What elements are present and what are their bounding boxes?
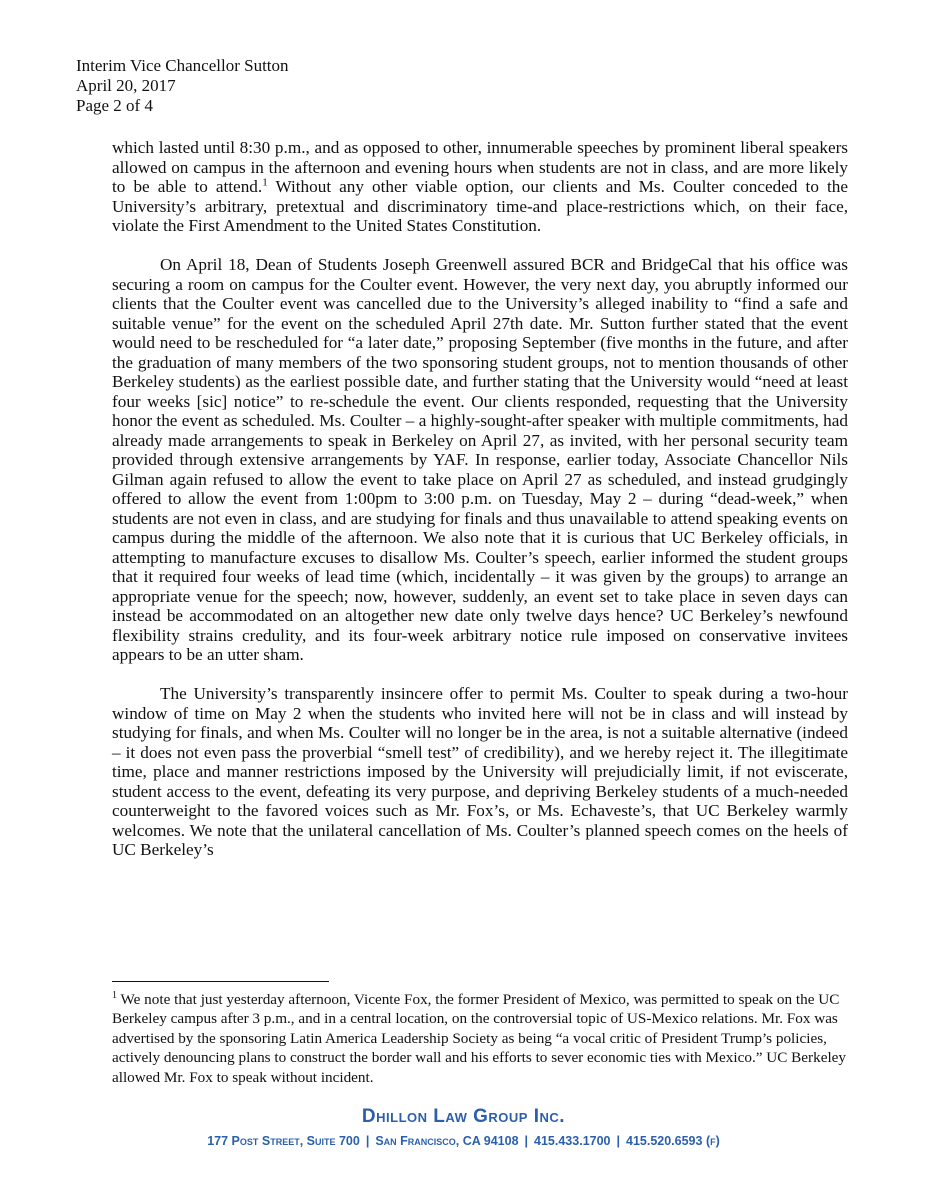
footnote-reference: 1: [262, 176, 268, 189]
date-line: April 20, 2017: [76, 76, 176, 95]
street-address: 177 Post Street, Suite 700: [207, 1134, 360, 1148]
paragraph-2: On April 18, Dean of Students Joseph Greenwell assured BCR and BridgeCal that his office was securing a room on campus for the Coulter event. However, the very next day, you abruptly informed our clients that the Coulter event was cancelled due to the University’s alleged inability to “find a safe and suitable venue” for the event on the scheduled April 27th date. Mr. Sutton further stated that the event would need to be rescheduled for “a later date,” proposing September (five months in the future, and after the graduation of many members of the two sponsoring student groups, not to mention thousands of other Berkeley students) as the earliest possible date, and further stating that the University would “need at least four weeks [sic] notice” to re-schedule the event. Our clients responded, requesting that the University honor the event as scheduled. Ms. Coulter – a highly-sought-after speaker with multiple commitments, had already made arrangements to speak in Berkeley on April 27, as invited, with her personal security team provided through extensive arrangements by YAF. In response, earlier today, Associate Chancellor Nils Gilman again refused to allow the event to take place on April 27 as scheduled, and instead grudgingly offered to allow the event from 1:00pm to 3:00 p.m. on Tuesday, May 2 – during “dead-week,” when students are not even in class, and are studying for finals and thus unavailable to attend speaking events on campus during the middle of the afternoon. We also note that it is curious that UC Berkeley officials, in attempting to manufacture excuses to disallow Ms. Coulter’s speech, earlier informed the student groups that it required four weeks of lead time (which, incidentally – it was given by the groups) to arrange an appropriate venue for the speech; now, however, suddenly, an event set to take place in seven days can instead be accommodated on an altogether new date only twelve days hence? UC Berkeley’s newfound flexibility strains credulity, and its four-week arbitrary notice rule imposed on conservative invitees appears to be an utter sham.: [112, 255, 848, 664]
letter-header: [76, 56, 289, 116]
separator: |: [524, 1134, 529, 1148]
footnote-number: 1: [112, 989, 117, 1001]
phone-number: 415.433.1700: [534, 1134, 611, 1148]
paragraph-3: The University’s transparently insincere offer to permit Ms. Coulter to speak during a two-hour window of time on May 2 when the students who invited here will not be in class and will instead by studying for finals, and when Ms. Coulter will no longer be in the area, is not a suitable alternative (indeed – it does not even pass the proverbial “smell test” of credibility), and we hereby reject it. The illegitimate time, place and manner restrictions imposed by the University will prejudicially limit, if not eviscerate, student access to the event, defeating its very purpose, and depriving Berkeley students of a much-needed counterweight to the favored voices such as Mr. Fox’s, or Ms. Echaveste’s, that UC Berkeley warmly welcomes. We note that the unilateral cancellation of Ms. Coulter’s planned speech comes on the heels of UC Berkeley’s: [112, 684, 848, 859]
separator: |: [616, 1134, 620, 1148]
firm-name: Dhillon Law Group Inc.: [361, 1106, 566, 1127]
city-address: San Francisco, CA 94108: [375, 1134, 519, 1148]
letter-body: [112, 138, 848, 879]
separator: |: [365, 1134, 370, 1148]
paragraph-1: [112, 138, 848, 236]
fax-number: 415.520.6593 (f): [626, 1134, 720, 1148]
paragraph-1-part-b: Without any other viable option, our clients and Ms. Coulter conceded to the University’s arbitrary, pretextual and discriminatory time-and place-restrictions which, on their face, violate the First Amendment to the United States Constitution.: [112, 177, 848, 235]
paragraph-1-part-a: which lasted until 8:30 p.m., and as opposed to other, innumerable speeches by prominent liberal speakers allowed on campus in the afternoon and evening hours when students are not in class, and are more likely to be able to attend.: [112, 138, 848, 196]
footnote-text: We note that just yesterday afternoon, Vicente Fox, the former President of Mexico, was permitted to speak on the UC Berkeley campus after 3 p.m., and in a central location, on the controversial topic of US-Mexico relations. Mr. Fox was advertised by the sponsoring Latin America Leadership Society as being “a vocal critic of President Trump’s policies, actively denouncing plans to construct the border wall and his efforts to sever economic ties with Mexico.” UC Berkeley allowed Mr. Fox to speak without incident.: [112, 991, 846, 1086]
page-number-line: Page 2 of 4: [76, 96, 153, 115]
letterhead-footer: [0, 1105, 927, 1151]
firm-contact-line: [0, 1131, 927, 1151]
recipient-line: Interim Vice Chancellor Sutton: [76, 56, 289, 75]
footnote-divider: [112, 981, 329, 982]
footnote: [112, 990, 848, 1087]
